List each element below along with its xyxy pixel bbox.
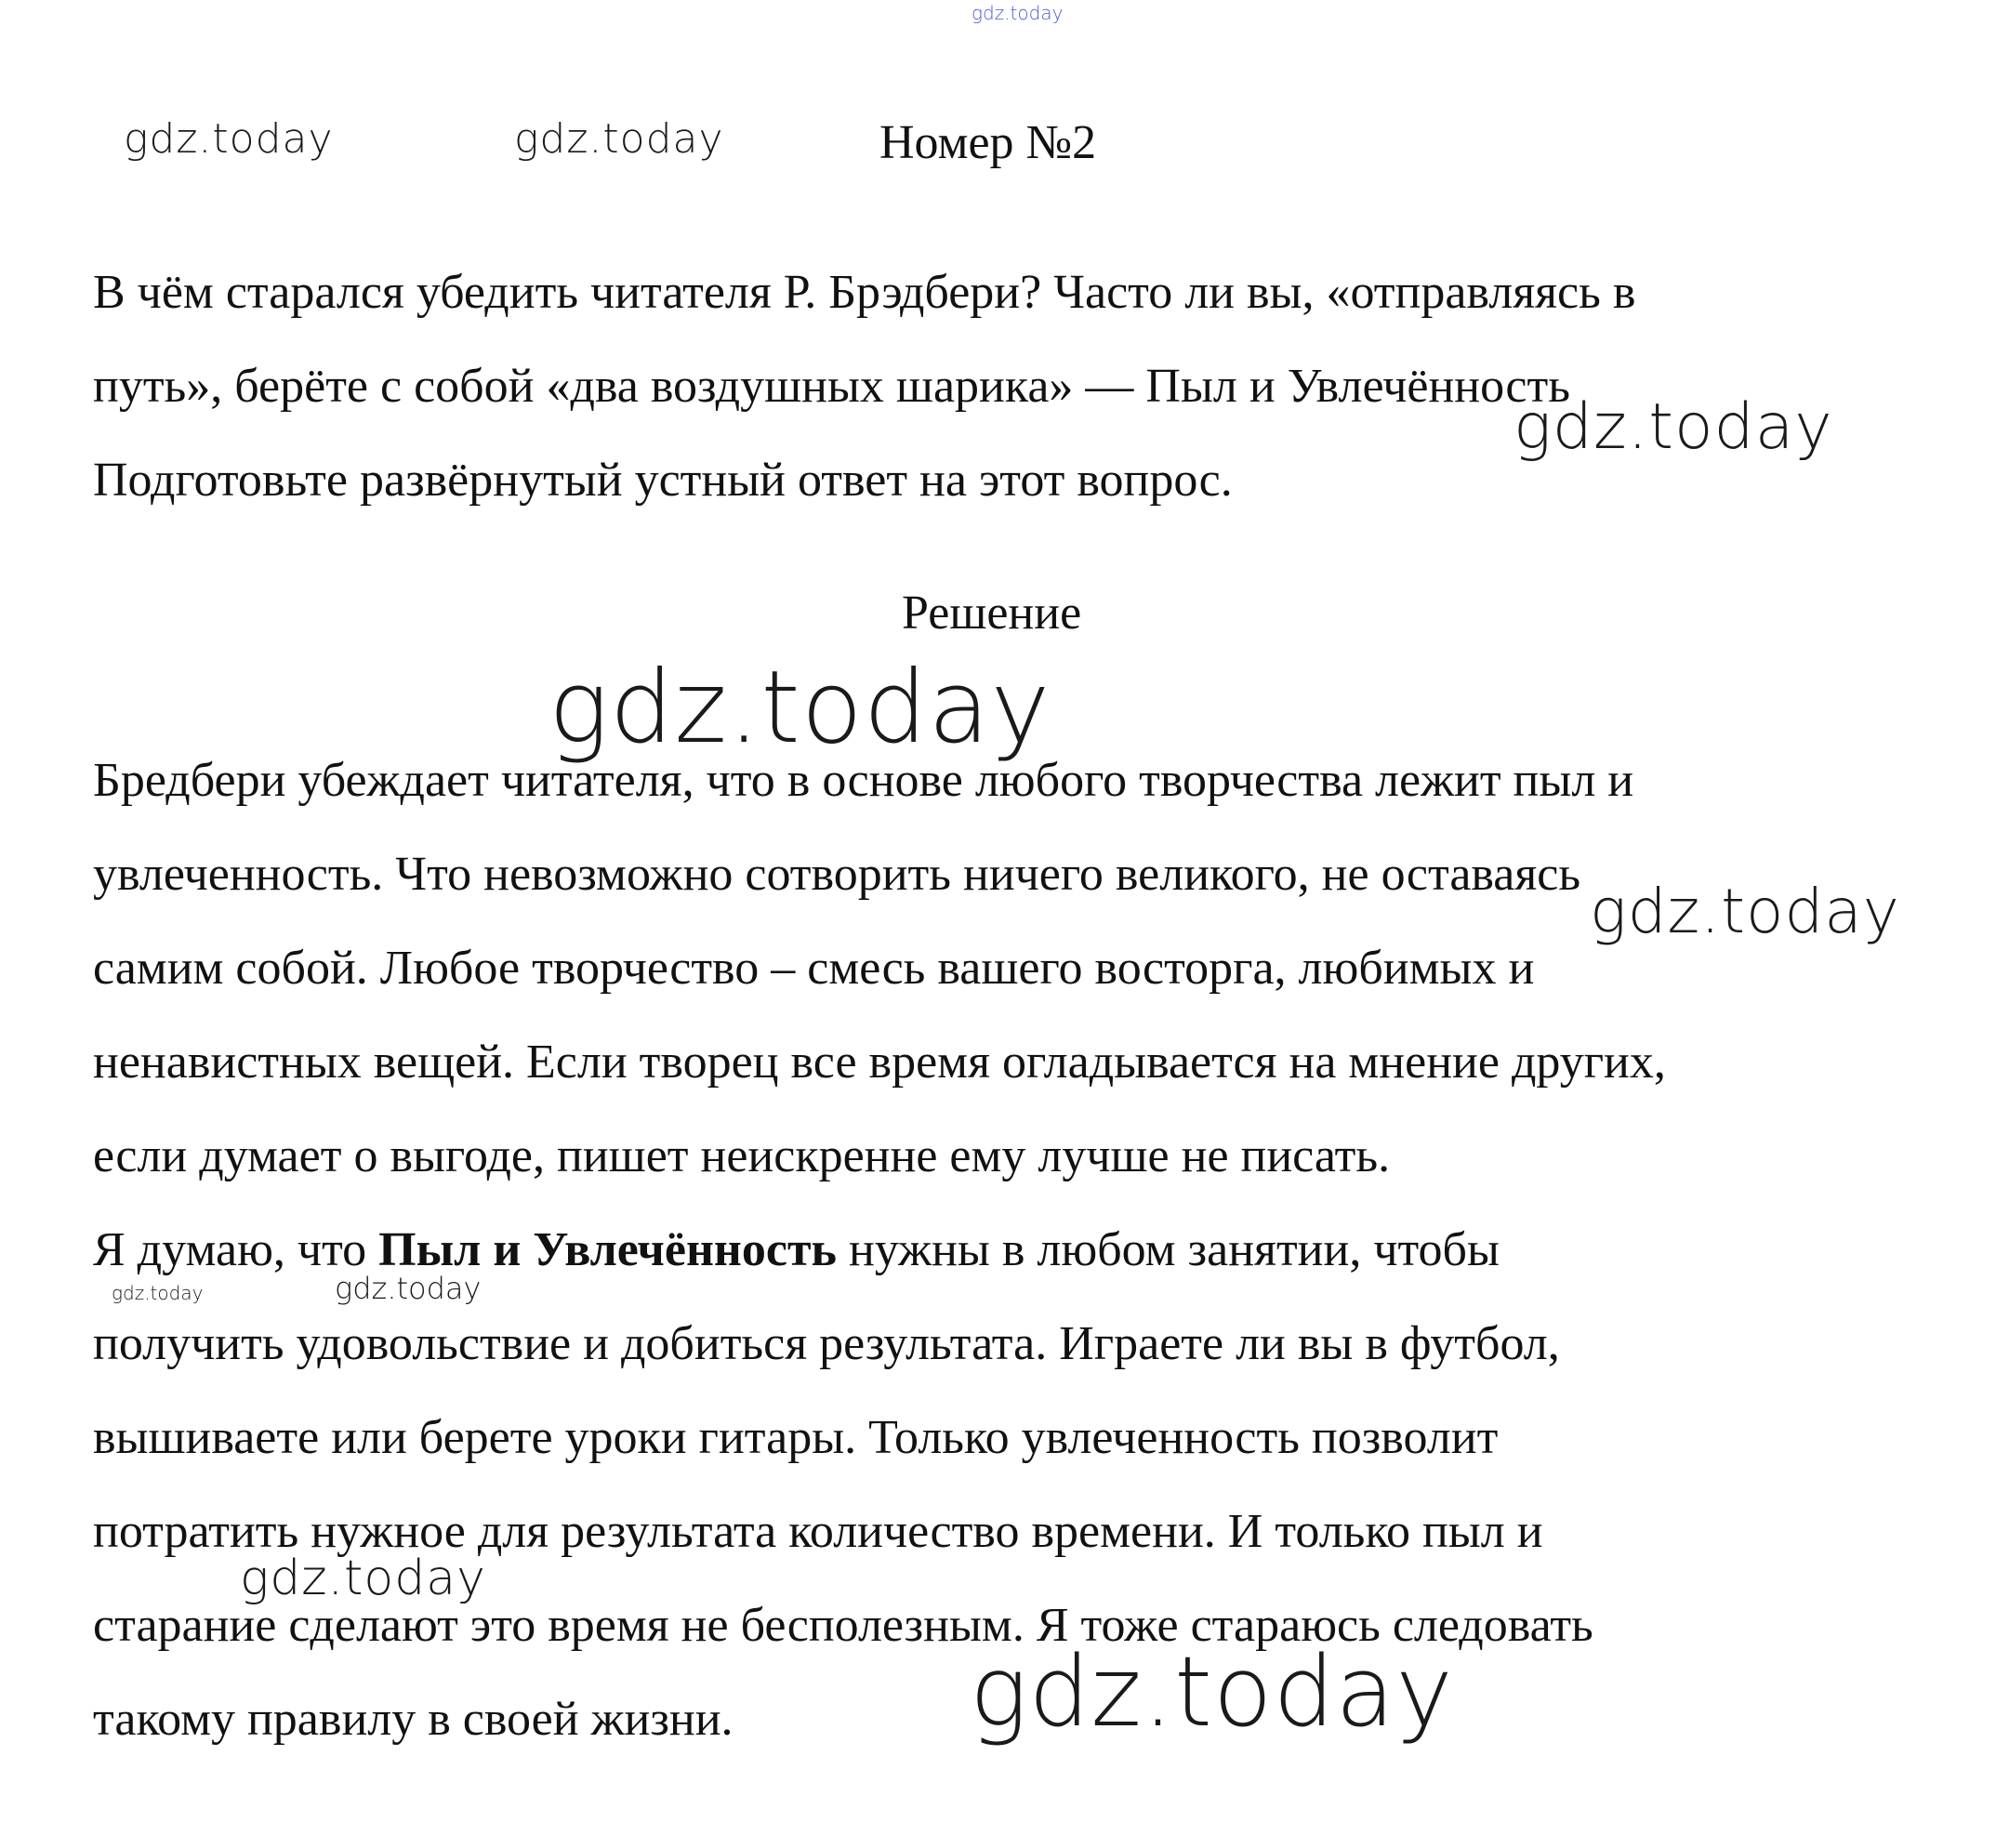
answer-line: Бредбери убеждает читателя, что в основе любого творчества лежит пыл и	[93, 754, 1634, 807]
watermark: gdz.today	[970, 1635, 1454, 1749]
question-line: путь», берёте с собой «два воздушных шарика» — Пыл и Увлечённость	[93, 360, 1570, 413]
answer-text-segment: Я думаю, что	[93, 1223, 379, 1276]
answer-line: самим собой. Любое творчество – смесь вашего восторга, любимых и	[93, 942, 1535, 995]
answer-line: получить удовольствие и добиться результата. Играете ли вы в футбол,	[93, 1317, 1560, 1370]
watermark: gdz.today	[1590, 876, 1900, 947]
watermark: gdz.today	[549, 650, 1051, 766]
question-text	[93, 245, 1952, 527]
emphasis-text: Пыл и Увлечённость	[378, 1223, 838, 1276]
answer-line: вышиваете или берете уроки гитары. Только увлеченность позволит	[93, 1411, 1499, 1464]
watermark: gdz.today	[1514, 390, 1833, 464]
watermark: gdz.today	[124, 115, 334, 163]
watermark: gdz.today	[240, 1551, 486, 1606]
answer-line: ненавистных вещей. Если творец все время огладывается на мнение других,	[93, 1036, 1666, 1089]
answer-line: если думает о выгоде, пишет неискренне ему лучше не писать.	[93, 1129, 1391, 1182]
answer-line: старание сделают это время не бесполезным. Я тоже стараюсь следовать	[93, 1599, 1593, 1652]
watermark: gdz.today	[335, 1271, 482, 1306]
watermark: gdz.today	[112, 1282, 204, 1304]
answer-line: увлеченность. Что невозможно сотворить ничего великого, не оставаясь	[93, 848, 1581, 901]
watermark: gdz.today	[514, 115, 724, 163]
question-line: В чём старался убедить читателя Р. Брэдбери? Часто ли вы, «отправляясь в	[93, 266, 1636, 319]
solution-heading: Решение	[902, 587, 1082, 640]
answer-text-segment: нужны в любом занятии, чтобы	[837, 1223, 1500, 1276]
answer-line: такому правилу в своей жизни.	[93, 1693, 734, 1746]
question-line: Подготовьте развёрнутый устный ответ на этот вопрос.	[93, 454, 1233, 507]
watermark: gdz.today	[972, 2, 1064, 24]
page-title: Номер №2	[879, 116, 1097, 169]
answer-line: потратить нужное для результата количество времени. И только пыл и	[93, 1505, 1543, 1558]
